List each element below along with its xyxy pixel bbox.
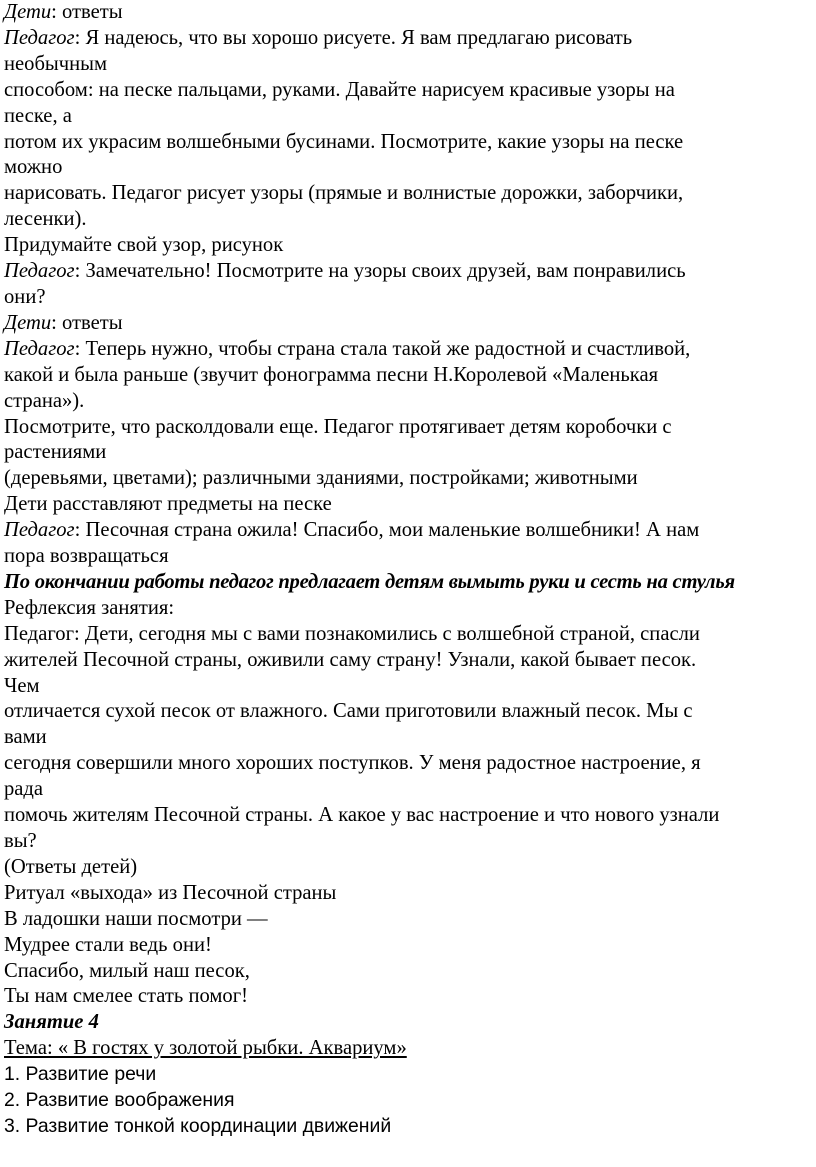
text-line: песке, а: [4, 104, 72, 127]
line-text: : Теперь нужно, чтобы страна стала такой же радостной и счастливой,: [74, 337, 691, 360]
speaker-label: Педагог: [4, 519, 75, 542]
stage-direction: По окончании работы педагог предлагает детям вымыть руки и сесть на стулья: [4, 570, 735, 593]
poem-line: Ты нам смелее стать помог!: [4, 985, 248, 1008]
speaker-label: Дети: [4, 311, 52, 334]
poem-line: Мудрее стали ведь они!: [4, 933, 212, 956]
text-line: какой и была раньше (звучит фонограмма песни Н.Королевой «Маленькая: [4, 363, 659, 386]
text-line: [4, 518, 816, 544]
text-line: Педагог: Дети, сегодня мы с вами познакомились с волшебной страной, спасли: [4, 622, 700, 645]
line-text: : Песочная страна ожила! Спасибо, мои маленькие волшебники! А нам: [74, 519, 700, 542]
text-line: растениями: [4, 441, 107, 464]
goal-item: 2. Развитие воображения: [4, 1089, 235, 1112]
poem-line: Спасибо, милый наш песок,: [4, 959, 250, 982]
goal-item: 3. Развитие тонкой координации движений: [4, 1114, 392, 1137]
text-line: (деревьями, цветами); различными зданиями, постройками; животными: [4, 467, 638, 490]
text-line: [4, 337, 816, 363]
text-line: необычным: [4, 52, 108, 75]
text-line: лесенки).: [4, 208, 87, 231]
text-line: [4, 259, 816, 285]
text-line: пора возвращаться: [4, 545, 169, 568]
text-line: Рефлексия занятия:: [4, 596, 175, 619]
text-line: страна»).: [4, 389, 85, 412]
text-line: отличается сухой песок от влажного. Сами приготовили влажный песок. Мы с: [4, 700, 693, 723]
lesson-heading: Занятие 4: [4, 1011, 99, 1034]
text-line: Посмотрите, что расколдовали еще. Педагог протягивает детям коробочки с: [4, 415, 672, 438]
text-line: Придумайте свой узор, рисунок: [4, 234, 284, 257]
line-text: : Замечательно! Посмотрите на узоры своих друзей, вам понравились: [74, 260, 686, 283]
goal-item: 1. Развитие речи: [4, 1063, 157, 1086]
poem-line: В ладошки наши посмотри —: [4, 907, 268, 930]
speaker-label: Дети: [4, 1, 52, 23]
text-line: Дети расставляют предметы на песке: [4, 493, 332, 516]
text-line: [4, 26, 816, 52]
text-line: вами: [4, 726, 47, 749]
text-line: жителей Песочной страны, оживили саму страну! Узнали, какой бывает песок.: [4, 648, 697, 671]
line-text: : ответы: [51, 311, 123, 334]
lesson-topic: Тема: « В гостях у золотой рыбки. Аквариум»: [4, 1037, 407, 1060]
text-line: [4, 0, 816, 26]
speaker-label: Педагог: [4, 337, 75, 360]
text-line: они?: [4, 285, 46, 308]
text-line: можно: [4, 156, 63, 179]
text-line: потом их украсим волшебными бусинами. Посмотрите, какие узоры на песке: [4, 130, 684, 153]
line-text: : ответы: [51, 1, 123, 23]
text-line: сегодня совершили много хороших поступков. У меня радостное настроение, я: [4, 752, 701, 775]
text-line: [4, 311, 816, 337]
text-line: (Ответы детей): [4, 855, 138, 878]
speaker-label: Педагог: [4, 260, 75, 283]
text-line: нарисовать. Педагог рисует узоры (прямые и волнистые дорожки, заборчики,: [4, 182, 684, 205]
text-line: Ритуал «выхода» из Песочной страны: [4, 881, 337, 904]
text-line: помочь жителям Песочной страны. А какое у вас настроение и что нового узнали: [4, 804, 720, 827]
text-line: вы?: [4, 830, 37, 852]
text-line: рада: [4, 778, 44, 801]
text-line: Чем: [4, 674, 40, 697]
speaker-label: Педагог: [4, 26, 75, 49]
line-text: : Я надеюсь, что вы хорошо рисуете. Я вам предлагаю рисовать: [74, 26, 633, 49]
text-line: способом: на песке пальцами, руками. Давайте нарисуем красивые узоры на: [4, 78, 675, 101]
